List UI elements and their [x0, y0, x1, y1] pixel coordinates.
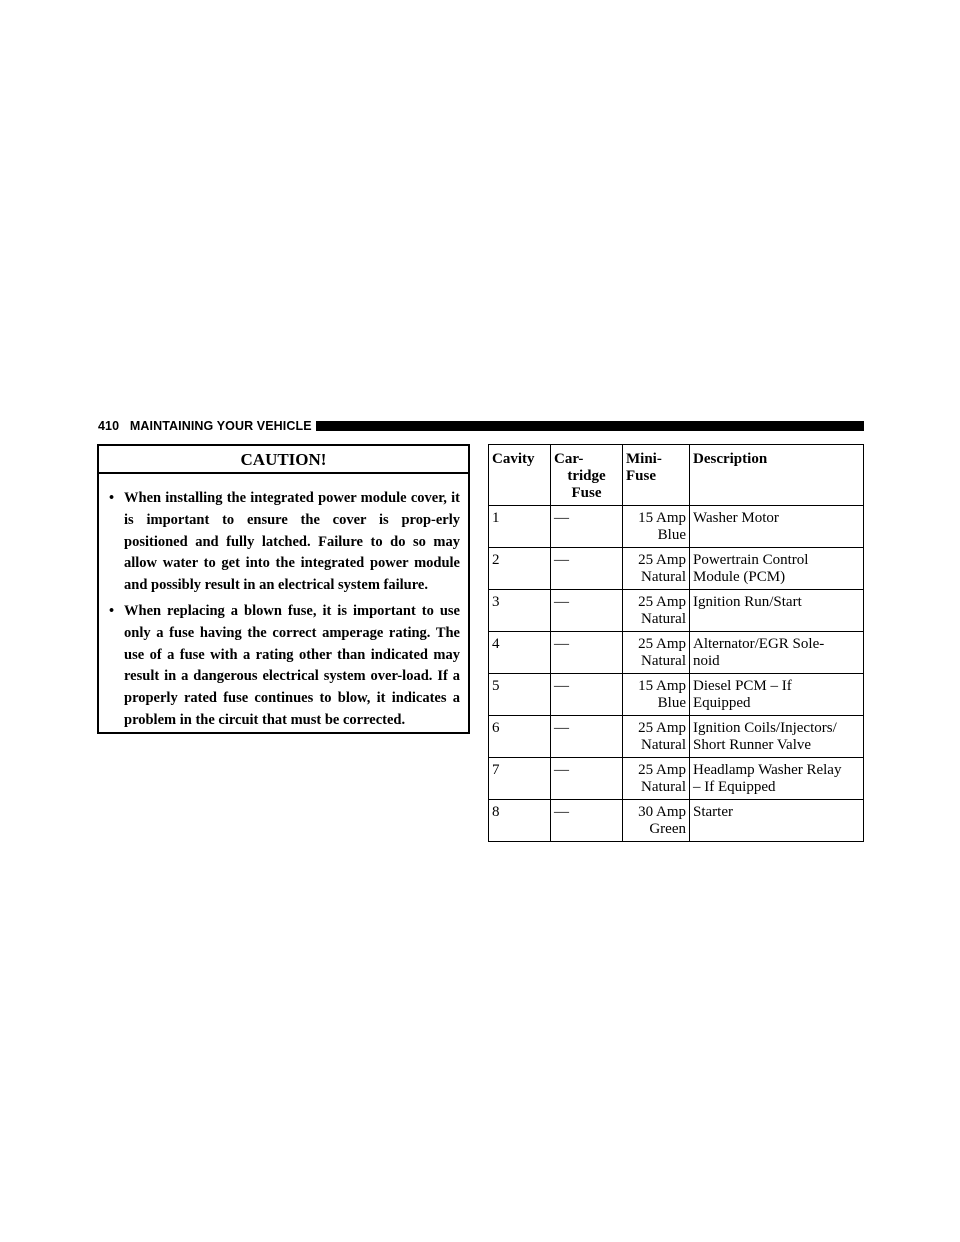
- table-row: [489, 800, 864, 842]
- bullet-icon: •: [109, 490, 115, 506]
- amp-rating: 15 Amp: [638, 678, 686, 694]
- fuse-color: Natural: [641, 779, 686, 795]
- table-row: [489, 758, 864, 800]
- fuse-color: Natural: [641, 653, 686, 669]
- header-cartridge-line1: Car-: [554, 451, 584, 467]
- amp-rating: 25 Amp: [638, 594, 686, 610]
- description-cell: [690, 632, 864, 674]
- cavity-cell: 5: [489, 674, 551, 716]
- description-line2: Module (PCM): [693, 569, 786, 585]
- caution-box: [97, 444, 470, 734]
- header-description: Description: [690, 445, 864, 506]
- description-line1: Powertrain Control: [693, 552, 809, 568]
- description-line2: – If Equipped: [693, 779, 776, 795]
- description-cell: [690, 590, 864, 632]
- page-header-text: [98, 419, 312, 433]
- header-mini-line2: Fuse: [626, 468, 656, 484]
- caution-bullet: [109, 488, 460, 597]
- description-cell: [690, 758, 864, 800]
- mini-fuse-cell: [623, 800, 690, 842]
- fuse-color: Natural: [641, 569, 686, 585]
- amp-rating: 30 Amp: [638, 804, 686, 820]
- cartridge-cell: —: [551, 800, 623, 842]
- description-cell: [690, 506, 864, 548]
- header-cartridge-line3: Fuse: [571, 485, 602, 501]
- cavity-cell: 8: [489, 800, 551, 842]
- description-line1: Alternator/EGR Sole-: [693, 636, 825, 652]
- mini-fuse-cell: [623, 506, 690, 548]
- section-title: MAINTAINING YOUR VEHICLE: [129, 419, 312, 433]
- description-line2: Short Runner Valve: [693, 737, 812, 753]
- description-line1: Headlamp Washer Relay: [693, 762, 842, 778]
- table-row: [489, 716, 864, 758]
- cartridge-cell: —: [551, 758, 623, 800]
- header-mini-fuse: [623, 445, 690, 506]
- fuse-color: Natural: [641, 611, 686, 627]
- description-line1: Starter: [693, 804, 733, 820]
- cavity-cell: 7: [489, 758, 551, 800]
- mini-fuse-cell: [623, 548, 690, 590]
- header-cartridge-line2: tridge: [567, 468, 606, 484]
- fuse-color: Blue: [657, 695, 686, 711]
- page-header: [98, 418, 864, 436]
- mini-fuse-cell: [623, 758, 690, 800]
- description-line1: Ignition Run/Start: [693, 594, 802, 610]
- amp-rating: 25 Amp: [638, 636, 686, 652]
- description-line1: Diesel PCM – If: [693, 678, 792, 694]
- cartridge-cell: —: [551, 674, 623, 716]
- mini-fuse-cell: [623, 590, 690, 632]
- fuse-color: Natural: [641, 737, 686, 753]
- table-row: [489, 548, 864, 590]
- header-cartridge-fuse: [551, 445, 623, 506]
- mini-fuse-cell: [623, 632, 690, 674]
- table-header-row: [489, 445, 864, 506]
- cavity-cell: 4: [489, 632, 551, 674]
- description-cell: [690, 800, 864, 842]
- cavity-cell: 6: [489, 716, 551, 758]
- fuse-color: Blue: [657, 527, 686, 543]
- caution-bullet-list: [99, 474, 468, 732]
- description-line2: noid: [693, 653, 720, 669]
- caution-bullet-text: When replacing a blown fuse, it is important to use only a fuse having the correct amperage rating. The use of a fuse with a rating other than indicated may result in a dangerous electrical system over-load. If a properly rated fuse continues to blow, it indicates a problem in the circuit that must be corrected.: [124, 602, 460, 728]
- description-line1: Ignition Coils/Injectors/: [693, 720, 837, 736]
- description-cell: [690, 716, 864, 758]
- cartridge-cell: —: [551, 548, 623, 590]
- cartridge-cell: —: [551, 590, 623, 632]
- table-row: [489, 674, 864, 716]
- fuse-color: Green: [649, 821, 686, 837]
- table-row: [489, 506, 864, 548]
- amp-rating: 25 Amp: [638, 552, 686, 568]
- description-cell: [690, 548, 864, 590]
- description-cell: [690, 674, 864, 716]
- cartridge-cell: —: [551, 716, 623, 758]
- cartridge-cell: —: [551, 506, 623, 548]
- amp-rating: 25 Amp: [638, 762, 686, 778]
- description-line1: Washer Motor: [693, 510, 779, 526]
- caution-bullet-text: When installing the integrated power module cover, it is important to ensure the cover is prop-erly positioned and fully latched. Failure to do so may allow water to get into the integrated power module and possibly result in an electrical system failure.: [124, 490, 460, 594]
- header-rule: [316, 421, 864, 431]
- mini-fuse-cell: [623, 716, 690, 758]
- fuse-table: [488, 444, 864, 842]
- page-number: 410: [98, 419, 120, 433]
- amp-rating: 15 Amp: [638, 510, 686, 526]
- cartridge-cell: —: [551, 632, 623, 674]
- cavity-cell: 3: [489, 590, 551, 632]
- mini-fuse-cell: [623, 674, 690, 716]
- cavity-cell: 2: [489, 548, 551, 590]
- description-line2: Equipped: [693, 695, 751, 711]
- bullet-icon: •: [109, 602, 115, 619]
- caution-bullet: [109, 601, 460, 732]
- amp-rating: 25 Amp: [638, 720, 686, 736]
- table-row: [489, 632, 864, 674]
- header-cavity: Cavity: [489, 445, 551, 506]
- header-mini-line1: Mini-: [626, 451, 662, 467]
- table-row: [489, 590, 864, 632]
- cavity-cell: 1: [489, 506, 551, 548]
- caution-title: CAUTION!: [99, 446, 468, 474]
